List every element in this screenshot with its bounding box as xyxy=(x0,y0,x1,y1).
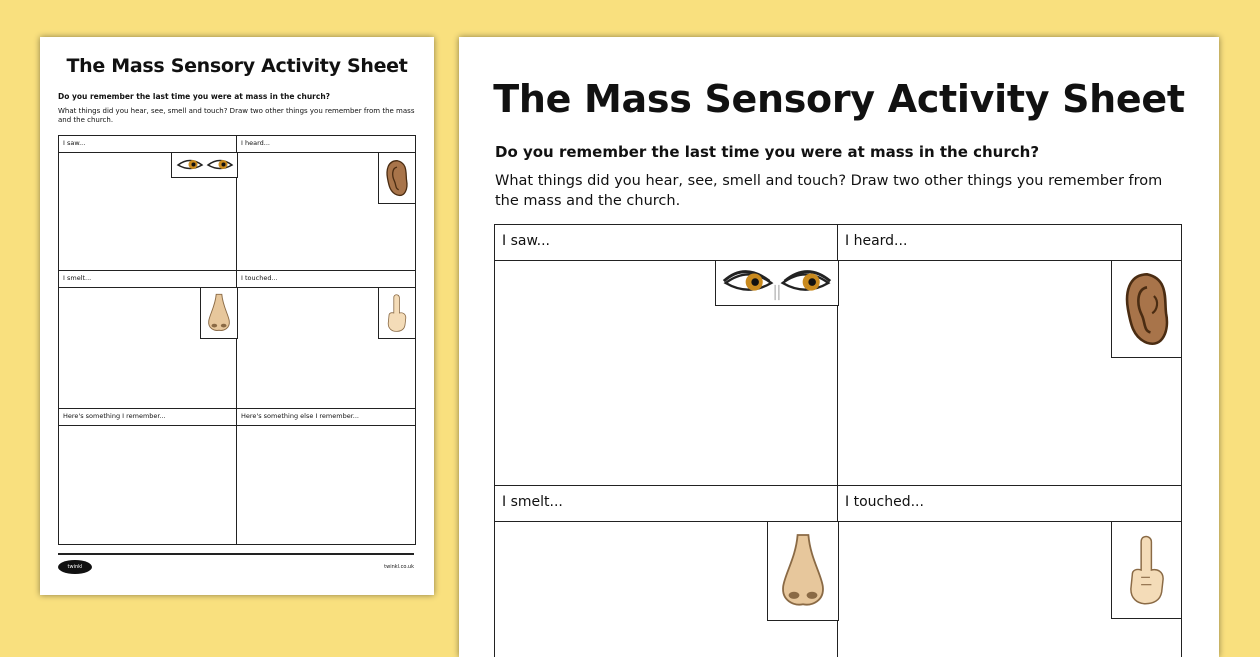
instructions-text: What things did you hear, see, smell and touch? Draw two other things you remember from the mass and the church. xyxy=(495,173,1163,209)
cell-label-touched: I touched... xyxy=(236,270,416,288)
cell-label-heard: I heard... xyxy=(236,135,416,153)
question-text: Do you remember the last time you were at mass in the church? xyxy=(495,143,1040,161)
cell-label-heard: I heard... xyxy=(837,224,1182,262)
cell-label-smelt: I smelt... xyxy=(494,485,839,523)
cell-label-remember-2: Here's something else I remember... xyxy=(236,408,416,426)
footer-url: twinkl.co.uk xyxy=(384,564,414,570)
worksheet-preview[interactable] xyxy=(459,37,1219,657)
instructions-text: What things did you hear, see, smell and touch? Draw two other things you remember from the mass and the church. xyxy=(58,107,415,125)
eyes-icon xyxy=(715,260,839,306)
nose-icon xyxy=(767,521,839,621)
eyes-icon xyxy=(171,152,238,178)
cell-label-touched: I touched... xyxy=(837,485,1182,523)
finger-icon xyxy=(1111,521,1182,619)
question-text: Do you remember the last time you were at mass in the church? xyxy=(58,92,331,101)
cell-label-remember-1: Here's something I remember... xyxy=(58,408,238,426)
drawing-area-remember-2[interactable] xyxy=(236,425,416,545)
page-title: The Mass Sensory Activity Sheet xyxy=(66,55,408,77)
drawing-area-remember-1[interactable] xyxy=(58,425,238,545)
footer-divider xyxy=(58,553,414,555)
ear-icon xyxy=(1111,260,1182,358)
cell-label-saw: I saw... xyxy=(494,224,839,262)
finger-icon xyxy=(378,287,416,339)
page-title: The Mass Sensory Activity Sheet xyxy=(493,77,1185,121)
nose-icon xyxy=(200,287,238,339)
ear-icon xyxy=(378,152,416,204)
cell-label-saw: I saw... xyxy=(58,135,238,153)
cell-label-smelt: I smelt... xyxy=(58,270,238,288)
worksheet-thumbnail[interactable] xyxy=(40,37,434,595)
twinkl-logo: twinkl xyxy=(58,560,92,574)
